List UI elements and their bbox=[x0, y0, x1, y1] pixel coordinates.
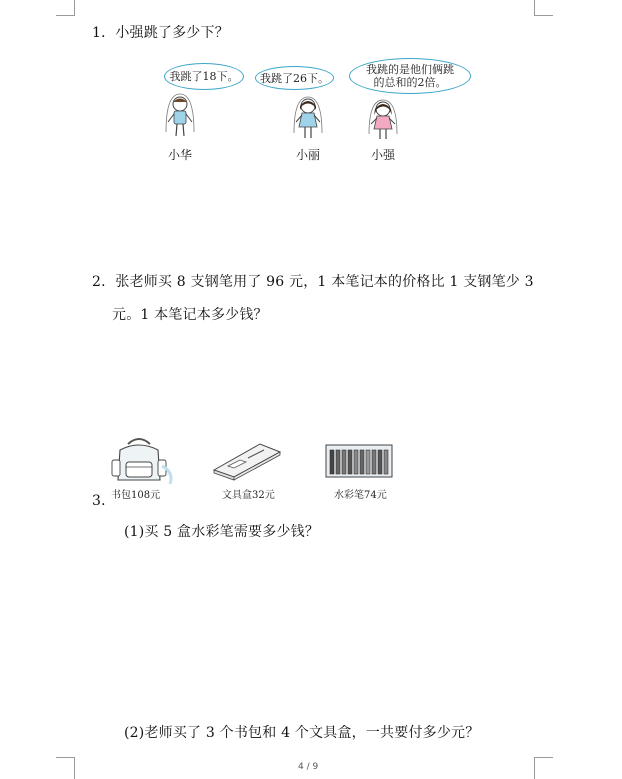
item-label-backpack: 书包108元 bbox=[111, 490, 161, 501]
question-2-line-1 bbox=[92, 271, 534, 291]
crop-mark bbox=[56, 15, 75, 16]
crop-mark bbox=[74, 0, 75, 16]
speech-bubble-xiaoli bbox=[255, 66, 334, 90]
jump-rope-girl-icon bbox=[291, 95, 325, 143]
speech-text: 我跳了18下。 bbox=[169, 70, 239, 83]
page-number: 4 / 9 bbox=[298, 762, 319, 772]
jump-rope-girl-icon bbox=[366, 98, 400, 144]
question-3-part-1: (1)买 5 盒水彩笔需要多少钱？ bbox=[124, 524, 320, 540]
watercolor-pens-icon bbox=[325, 444, 393, 478]
question-number: 1． bbox=[92, 25, 116, 41]
question-number: 2． bbox=[92, 274, 116, 290]
question-3-number: 3． bbox=[92, 493, 116, 509]
pencil-case-icon bbox=[212, 442, 282, 478]
child-name-xiaoqiang: 小强 bbox=[370, 148, 395, 162]
crop-mark bbox=[534, 0, 535, 16]
crop-mark bbox=[534, 15, 553, 16]
speech-bubble-xiaoqiang bbox=[349, 58, 471, 94]
item-label-pencil-case: 文具盒32元 bbox=[222, 490, 275, 501]
speech-text: 我跳的是他们俩跳 bbox=[366, 63, 454, 76]
crop-mark bbox=[74, 757, 75, 779]
question-2-line-2: 元。1 本笔记本多少钱？ bbox=[112, 307, 268, 323]
crop-mark bbox=[534, 757, 535, 779]
question-3-part-2: (2)老师买了 3 个书包和 4 个文具盒，一共要付多少元？ bbox=[124, 725, 480, 741]
child-name-xiaoli: 小丽 bbox=[295, 148, 320, 162]
speech-text: 我跳了26下。 bbox=[260, 71, 329, 85]
backpack-icon bbox=[110, 436, 168, 484]
speech-text: 的总和的2倍。 bbox=[373, 76, 447, 89]
child-name-xiaohua: 小华 bbox=[167, 148, 192, 162]
speech-bubble-xiaohua bbox=[164, 63, 244, 90]
question-text: 张老师买 8 支钢笔用了 96 元，1 本笔记本的价格比 1 支钢笔少 3 bbox=[115, 274, 534, 290]
jump-rope-boy-icon bbox=[163, 92, 197, 142]
question-text: 小强跳了多少下？ bbox=[115, 25, 229, 41]
crop-mark bbox=[534, 757, 553, 758]
question-1 bbox=[92, 22, 229, 42]
item-label-watercolor-pens: 水彩笔74元 bbox=[334, 490, 387, 501]
crop-mark bbox=[56, 757, 75, 758]
